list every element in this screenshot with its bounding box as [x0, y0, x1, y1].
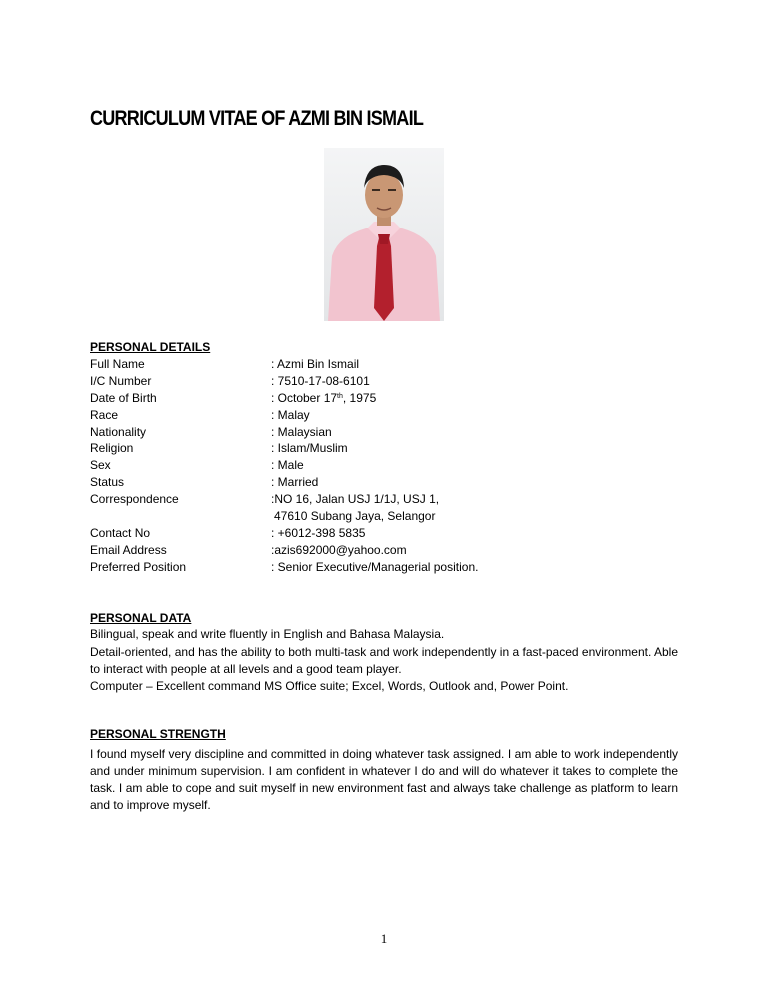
- dob-text: : October 17: [271, 391, 338, 405]
- detail-value: : 7510-17-08-6101: [271, 374, 370, 388]
- detail-label: Nationality: [90, 425, 147, 439]
- detail-label: Religion: [90, 441, 134, 455]
- personal-data-line-1: Bilingual, speak and write fluently in English and Bahasa Malaysia.: [90, 627, 445, 641]
- detail-value: : Senior Executive/Managerial position.: [271, 560, 479, 574]
- profile-photo: [324, 148, 444, 321]
- detail-row-contact-no: [90, 525, 690, 542]
- detail-label: Full Name: [90, 357, 145, 371]
- detail-row-correspondence: [90, 491, 690, 508]
- detail-row-status: [90, 474, 690, 491]
- detail-row-religion: [90, 440, 690, 457]
- detail-label: Status: [90, 475, 125, 489]
- detail-label: Email Address: [90, 543, 167, 557]
- detail-label: Preferred Position: [90, 560, 187, 574]
- detail-value: : Married: [271, 475, 319, 489]
- detail-label: Contact No: [90, 526, 151, 540]
- detail-row-sex: [90, 457, 690, 474]
- detail-value: : Malaysian: [271, 425, 332, 439]
- detail-label: Race: [90, 408, 119, 422]
- detail-row-email: [90, 542, 690, 559]
- detail-row-nationality: [90, 424, 690, 441]
- detail-row-full-name: [90, 356, 690, 373]
- detail-row-race: [90, 407, 690, 424]
- detail-value: : Islam/Muslim: [271, 441, 348, 455]
- detail-row-correspondence-line2: [90, 508, 690, 525]
- detail-value: 47610 Subang Jaya, Selangor: [274, 509, 436, 523]
- dob-ordinal-suffix: th: [337, 393, 343, 400]
- detail-value: :NO 16, Jalan USJ 1/1J, USJ 1,: [271, 492, 440, 506]
- personal-strength-heading: PERSONAL STRENGTH: [90, 727, 226, 741]
- detail-value: : +6012-398 5835: [271, 526, 366, 540]
- detail-value: : Male: [271, 458, 304, 472]
- detail-value: : Azmi Bin Ismail: [271, 357, 360, 371]
- personal-data-line-3: Computer – Excellent command MS Office suite; Excel, Words, Outlook and, Power Point.: [90, 679, 569, 693]
- detail-label: I/C Number: [90, 374, 152, 388]
- personal-details-heading: PERSONAL DETAILS: [90, 340, 211, 354]
- document-title: CURRICULUM VITAE OF AZMI BIN ISMAIL: [90, 107, 424, 130]
- detail-row-date-of-birth: [90, 390, 690, 407]
- personal-data-line-2: Detail-oriented, and has the ability to both multi-task and work independently in a fast-paced environment. Able to interact with people at all levels and a good team player.: [90, 645, 678, 676]
- detail-row-ic-number: [90, 373, 690, 390]
- detail-label: Correspondence: [90, 492, 179, 506]
- detail-label: Date of Birth: [90, 391, 157, 405]
- detail-label: Sex: [90, 458, 111, 472]
- personal-strength-paragraph: I found myself very discipline and committed in doing whatever task assigned. I am able to work independently and under minimum supervision. I am confident in whatever I do and will do whatever it takes to complete the task. I am able to cope and suit myself in new environment fast and always take challenge as platform to learn and to improve myself.: [90, 747, 678, 812]
- detail-row-preferred-position: [90, 559, 690, 576]
- personal-data-heading: PERSONAL DATA: [90, 611, 192, 625]
- page-number: 1: [380, 931, 388, 946]
- detail-value: : Malay: [271, 408, 310, 422]
- dob-year: , 1975: [342, 391, 377, 405]
- detail-value: [271, 390, 376, 407]
- detail-value: :azis692000@yahoo.com: [271, 543, 407, 557]
